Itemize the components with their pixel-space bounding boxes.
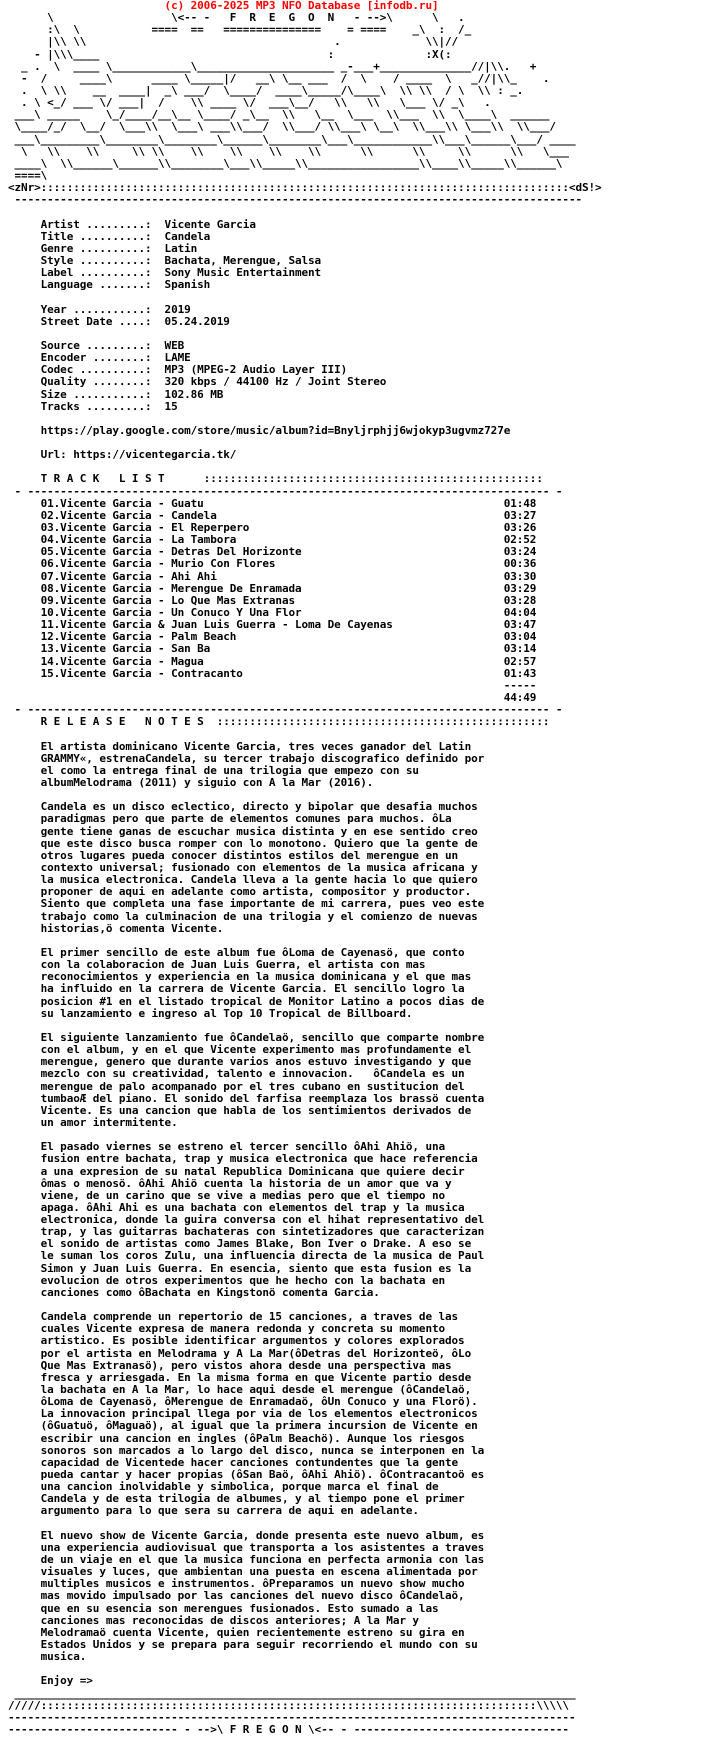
nfo-line: 12.Vicente Garcia - Palm Beach 03:04	[8, 630, 537, 644]
nfo-line: con el album, y en el que Vicente experimento mas profundamente el	[8, 1043, 472, 1057]
nfo-line	[8, 291, 720, 303]
nfo-line: El primer sencillo de este album fue ôLoma de Cayenasö, que conto	[8, 945, 465, 959]
nfo-line	[8, 1663, 720, 1675]
nfo-line: ______________________________________________________________________________________	[8, 1686, 576, 1700]
nfo-line: sonoros son marcados a lo largo del disco, nunca se interponen en la	[8, 1443, 485, 1457]
nfo-line	[8, 1518, 720, 1530]
nfo-line: :\ \ ==== == =============== = ==== _\ : /_	[8, 23, 472, 37]
nfo-line: Candela y de esta trilogia de albumes, y al tiempo pone el primer	[8, 1492, 465, 1506]
nfo-line: 03.Vicente Garcia - El Reperpero 03:26	[8, 521, 537, 535]
nfo-line: Style ..........: Bachata, Merengue, Salsa	[8, 253, 322, 267]
nfo-line: gente tiene ganas de escuchar musica distinta y en ese sentido creo	[8, 824, 478, 838]
nfo-line: Genre ..........: Latin	[8, 241, 198, 255]
nfo-line: El siguiente lanzamiento fue ôCandelaö, sencillo que comparte nombre	[8, 1030, 485, 1044]
nfo-line: 15.Vicente Garcia - Contracanto 01:43	[8, 666, 537, 680]
nfo-line: 08.Vicente Garcia - Merengue De Enramada 03:29	[8, 581, 537, 595]
nfo-line: 04.Vicente Garcia - La Tambora 02:52	[8, 533, 537, 547]
nfo-line: que este disco busca romper con lo monotono. Quiero que la gente de	[8, 836, 478, 850]
nfo-line: canciones mas reconocidas de discos anteriores; A la Mar y	[8, 1613, 419, 1627]
nfo-line	[8, 728, 720, 740]
nfo-line: -------------------------- - -->\ F R E G O N \<-- - ---------------------------------	[8, 1722, 569, 1736]
nfo-line: la bachata en A la Mar, lo hace aqui desde el merengue (ôCandelaö,	[8, 1383, 472, 1397]
nfo-line: ômas o menosö. ôAhi Ahiö cuenta la historia de un amor que va y	[8, 1176, 452, 1190]
nfo-line: historias,ö comenta Vicente.	[8, 921, 224, 935]
nfo-line: canciones como ôBachata en Kingstonö comenta Garcia.	[8, 1285, 380, 1299]
nfo-line: Enjoy =>	[8, 1674, 93, 1688]
nfo-line: le suman los coros Zulu, una influencia directa de la musica de Paul	[8, 1249, 485, 1263]
nfo-line: 01.Vicente Garcia - Guatu 01:48	[8, 496, 537, 510]
nfo-line: . \ <_/ ___ \/ ___| / \\ ____ \/ ___\__/ \\ \\ \___ \/ _\ .	[8, 96, 491, 110]
nfo-line: La innovacion principal llega por via de los elementos electronicos	[8, 1407, 478, 1421]
nfo-line: tumbaoÆ del piano. El sonido del farfisa reemplaza los brassö cuenta	[8, 1091, 485, 1105]
nfo-line: _ . \ ____ \____________\_____________________ _-___+______________//|\\. +	[8, 59, 537, 73]
nfo-line: Url: https://vicentegarcia.tk/	[8, 448, 237, 462]
nfo-line: 02.Vicente Garcia - Candela 03:27	[8, 508, 537, 522]
nfo-line: Source .........: WEB	[8, 338, 185, 352]
nfo-line: trap, y las guitarras bachateras con sintetizadores que caracterizan	[8, 1225, 485, 1239]
nfo-line: - / ____\ ____ \_____|/ __\ \__ ___ / \ / ____ \ _//|\\_ .	[8, 71, 550, 85]
nfo-line: Que Mas Extranasö), pero vistos ahora desde una perspectiva mas	[8, 1358, 452, 1372]
nfo-line: Language .......: Spanish	[8, 278, 211, 292]
nfo-line: https://play.google.com/store/music/album?id=Bnyljrphjj6wjokyp3ugvmz727e	[8, 423, 511, 437]
nfo-line: el como la entrega final de una trilogia que empezo con su	[8, 763, 419, 777]
nfo-line: de un viaje en el que la musica funciona en perfecta armonia con las	[8, 1553, 485, 1566]
nfo-line: Candela es un disco eclectico, directo y bipolar que desafia muchos	[8, 800, 478, 814]
nfo-line: mezclo con su creatividad, talento e innovacion. ôCandela es un	[8, 1067, 465, 1081]
nfo-line: su lanzamiento e ingreso al Top 10 Tropical de Billboard.	[8, 1006, 413, 1020]
nfo-line: GRAMMY«, estrenaCandela, su tercer trabajo discografico definido por	[8, 751, 485, 765]
nfo-line: albumMelodrama (2011) y siguio con A la Mar (2016).	[8, 776, 374, 789]
nfo-line: Simon y Juan Luis Guerra. En esencia, siento que esta fusion es la	[8, 1261, 472, 1275]
nfo-line: Artist .........: Vicente Garcia	[8, 217, 256, 231]
nfo-line: posicion #1 en el listado tropical de Monitor Latino a pocos dias de	[8, 994, 485, 1008]
nfo-line: cuales Vicente expresa de manera redonda y concreta su momento	[8, 1322, 446, 1336]
nfo-line: ___\_________\________\________\______\________\___\____________\\___\______\___/ ____	[8, 132, 576, 146]
nfo-line: |\\ \\ . \\|//	[8, 35, 459, 49]
nfo-line: Melodramaö cuenta Vicente, quien recientemente estreno su gira en	[8, 1625, 465, 1639]
nfo-line: con la colaboracion de Juan Luis Guerra, el artista con mas	[8, 958, 426, 972]
nfo-line: que en su esencia son merengues fusionados. Esto sumado a las	[8, 1601, 439, 1615]
nfo-line: otros lugares pueda conocer distintos estilos del merengue en un	[8, 848, 459, 862]
nfo-line: Encoder ........: LAME	[8, 351, 191, 365]
nfo-line: - -------------------------------------------------------------------------------- -	[8, 484, 563, 498]
nfo-line: Candela comprende un repertorio de 15 canciones, a traves de las	[8, 1310, 459, 1324]
nfo-line: visuales y luces, que ambientan una puesta en escena alimentada por	[8, 1565, 478, 1579]
nfo-line: fusion entre bachata, trap y musica electronica que hace referencia	[8, 1152, 478, 1166]
nfo-line: apaga. ôAhi Ahi es una bachata con elementos del trap y la musica	[8, 1200, 465, 1214]
nfo-line: a una expresion de su natal Republica Dominicana que quiere decir	[8, 1164, 465, 1178]
nfo-line: El nuevo show de Vicente Garcia, donde presenta este nuevo album, es	[8, 1528, 485, 1542]
nfo-line: 07.Vicente Garcia - Ahi Ahi 03:30	[8, 569, 537, 583]
nfo-line: 06.Vicente Garcia - Murio Con Flores 00:36	[8, 557, 537, 571]
nfo-line: contexto universal; fusionado con elementos de la musica africana y	[8, 860, 478, 874]
nfo-line: multiples musicos e instrumentos. ôPreparamos un nuevo show mucho	[8, 1577, 465, 1591]
nfo-line: Quality ........: 320 kbps / 44100 Hz / Joint Stereo	[8, 375, 387, 389]
nfo-line: \ \\ \\ \\ \\ \\ \\ \\ \\ \\ \\ \\ \\ \___	[8, 144, 569, 158]
nfo-line: Size ...........: 102.86 MB	[8, 387, 224, 401]
nfo-line: argumento para lo que sera su carrera de aqui en adelante.	[8, 1504, 419, 1518]
nfo-line: paradigmas pero que parte de elementos comunes para muchos. ôLa	[8, 812, 452, 826]
nfo-line: 44:49	[8, 691, 537, 705]
nfo-line: capacidad de Vicentede hacer canciones contundentes que la gente	[8, 1455, 459, 1469]
nfo-line: una cancion inolvidable y simbolica, porque marca el final de	[8, 1480, 439, 1494]
nfo-line: reconocimientos y experiencia en la musica dominicana y el que mas	[8, 970, 472, 984]
nfo-line: -----	[8, 678, 537, 692]
nfo-line: merengue de palo acompanado por el tres cubano en sustitucion del	[8, 1079, 465, 1093]
nfo-line: El artista dominicano Vicente Garcia, tres veces ganador del Latin	[8, 739, 472, 753]
nfo-line: . \ \\ __ ____| _\ ___/ \____/ ____\_____/\____\ \\ \\ / \ \\ : _.	[8, 83, 524, 97]
nfo-line: Tracks .........: 15	[8, 399, 178, 413]
nfo-line: Street Date ....: 05.24.2019	[8, 314, 230, 328]
nfo-line: ____\ \\______\______\\________\___\\_____\\_________________\\____\\_____\\______\	[8, 156, 563, 170]
nfo-line: artistico. Es posible identificar argumentos y colores explorados	[8, 1334, 465, 1348]
nfo-line: (ôGuatuö, ôMaguaö), al igual que la primera incursion de Vicente en	[8, 1419, 478, 1433]
nfo-line: evolucion de otros experimentos que he hecho con la bachata en	[8, 1273, 446, 1287]
nfo-line: El pasado viernes se estreno el tercer sencillo ôAhi Ahiö, una	[8, 1140, 446, 1154]
nfo-line: el sonido de artistas como James Blake, Bon Iver o Drake. A eso se	[8, 1237, 472, 1251]
nfo-line: electronica, donde la guira conversa con el hihat representativo del	[8, 1213, 485, 1227]
nfo-line: Year ...........: 2019	[8, 302, 191, 316]
nfo-line: una experiencia audiovisual que transporta a los asistentes a traves	[8, 1540, 485, 1554]
nfo-line: ha influido en la carrera de Vicente Garcia. El sencillo logro la	[8, 982, 465, 996]
nfo-line: R E L E A S E N O T E S :::::::::::::::::::::::::::::::::::::::::::::::::::	[8, 715, 550, 729]
nfo-line: ___\ _____ \_/____/__\__ \____/ _\__ \\ \__ \___ \\___ \\ \____\ ______	[8, 108, 550, 122]
nfo-line: Title ..........: Candela	[8, 229, 211, 243]
nfo-line: musica.	[8, 1650, 87, 1664]
nfo-line: proponer de aqui en adelante como artista, compositor y productor.	[8, 885, 472, 899]
nfo-line: - -------------------------------------------------------------------------------- -	[8, 703, 563, 717]
nfo-line: 11.Vicente Garcia & Juan Luis Guerra - Loma De Cayenas 03:47	[8, 618, 537, 632]
nfo-line: Siento que completa una fase importante de mi carrera, pues veo este	[8, 897, 485, 911]
nfo-line: \ \<-- - F R E G O N - -->\ \ .	[8, 11, 465, 25]
nfo-line: Estados Unidos y se prepara para seguir recorriendo el mundo con su	[8, 1637, 478, 1651]
nfo-line: trabajo como la culminacion de una trilogia y el comienzo de nuevas	[8, 909, 478, 923]
nfo-line: <zNr>:::::::::::::::::::::::::::::::::::::::::::::::::::::::::::::::::::::::::::::::::<dS!>	[8, 181, 602, 195]
nfo-line: /////::::::::::::::::::::::::::::::::::::::::::::::::::::::::::::::::::::::::::::\\\\\	[8, 1698, 569, 1712]
nfo-line: Codec ..........: MP3 (MPEG-2 Audio Layer III)	[8, 363, 348, 377]
nfo-line: mas movido impulsado por las canciones del nuevo disco ôCandelaö,	[8, 1589, 465, 1603]
nfo-line: ---------------------------------------------------------------------------------------	[8, 1710, 576, 1724]
nfo-line: Label ..........: Sony Music Entertainment	[8, 266, 322, 280]
nfo-line: ôLoma de Cayenasö, ôMerengue de Enramadaö, ôUn Conuco y una Florö).	[8, 1395, 478, 1409]
nfo-line: T R A C K L I S T ::::::::::::::::::::::::::::::::::::::::::::::::::::	[8, 472, 543, 486]
nfo-line: 14.Vicente Garcia - Magua 02:57	[8, 654, 537, 668]
nfo-line: - |\\\____ : :X(:	[8, 47, 452, 61]
nfo-line: Vicente. Es una cancion que habla de los sentimientos derivados de	[8, 1103, 472, 1117]
nfo-line: merengue, genero que durante varios anos estuvo investigando y que	[8, 1055, 472, 1069]
nfo-line: viene, de un carino que se vive a medias pero que el tiempo no	[8, 1188, 446, 1202]
nfo-line: pueda cantar y hacer propias (ôSan Baö, ôAhi Ahiö). ôContracantoö es	[8, 1468, 485, 1482]
nfo-line: la musica electronica. Candela lleva a la gente hacia lo que quiero	[8, 873, 478, 887]
nfo-line: 05.Vicente Garcia - Detras Del Horizonte 03:24	[8, 545, 537, 559]
nfo-line: 10.Vicente Garcia - Un Conuco Y Una Flor 04:04	[8, 606, 537, 620]
nfo-line: 13.Vicente Garcia - San Ba 03:14	[8, 642, 537, 656]
nfo-line: por el artista en Melodrama y A La Mar(ôDetras del Horizonteö, ôLo	[8, 1346, 472, 1360]
nfo-line: 09.Vicente Garcia - Lo Que Mas Extranas 03:28	[8, 593, 537, 607]
nfo-line: ---------------------------------------------------------------------------------------	[8, 193, 582, 207]
nfo-line: un amor intermitente.	[8, 1115, 178, 1129]
nfo-line: escribir una cancion en ingles (ôPalm Beachö). Aunque los riesgos	[8, 1431, 465, 1445]
nfo-line: fresca y arriesgada. En la misma forma en que Vicente partio desde	[8, 1370, 472, 1384]
nfo-line: ====\	[8, 168, 48, 182]
nfo-header-line: (c) 2006-2025 MP3 NFO Database [infodb.ru]	[8, 0, 439, 12]
nfo-line	[8, 206, 720, 218]
nfo-line: \____/_/ \__/ \___\\ \___\ ___\\___/ \\___/ \\___\ \__\ \\___\\ \___\\ \\___/	[8, 120, 556, 134]
